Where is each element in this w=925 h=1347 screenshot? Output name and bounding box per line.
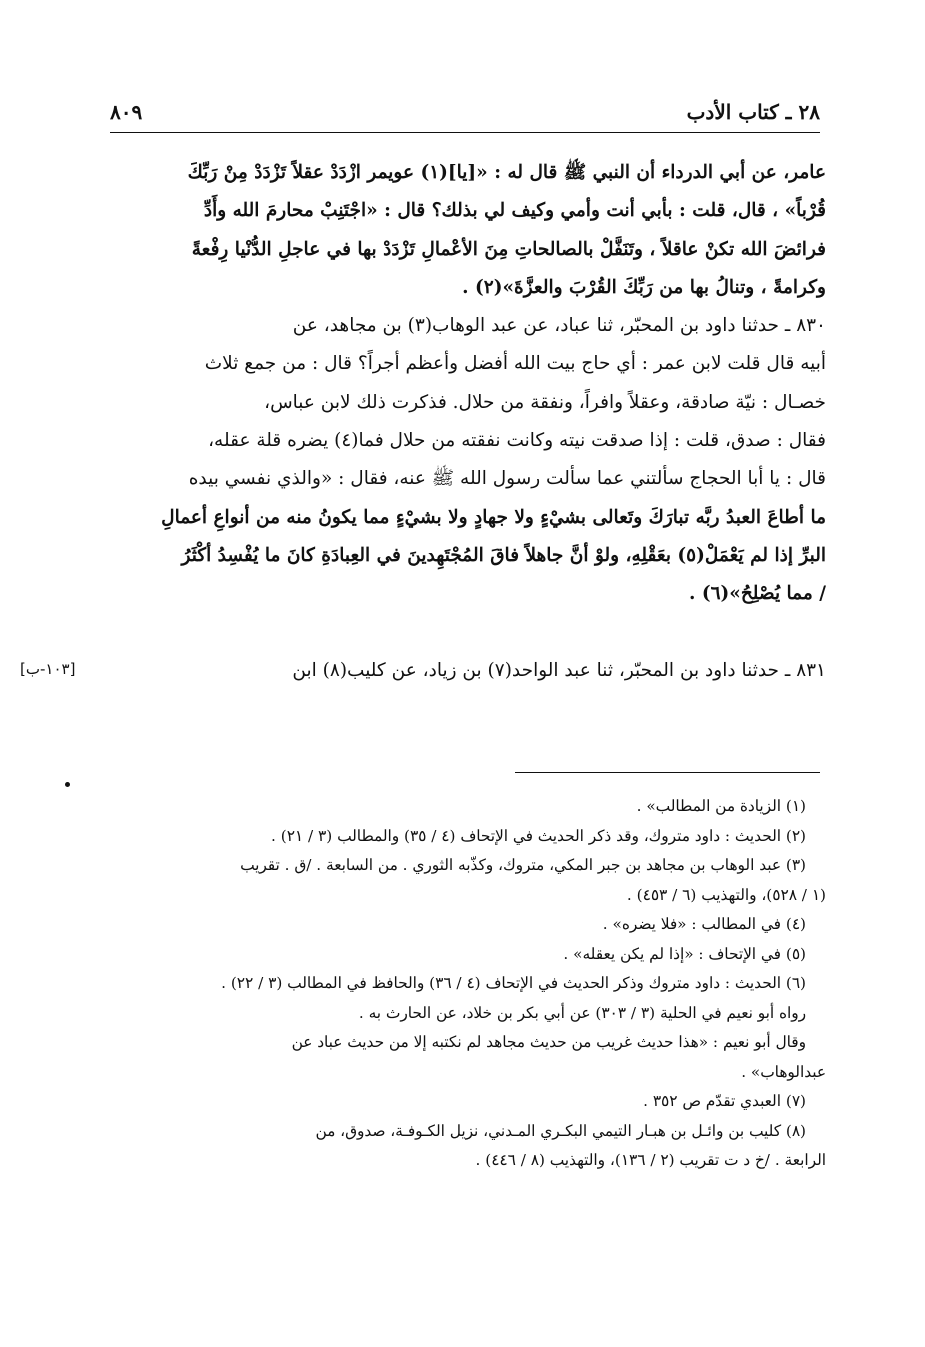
footnote-continuation: (١ / ٥٢٨)، والتهذيب (٦ / ٤٥٣) . <box>626 885 826 904</box>
footnote-continuation: الرابعة . /خ د ت تقريب (٢ / ١٣٦)، والتهذيب (٨ / ٤٤٦) . <box>475 1151 826 1169</box>
text-line: فرائضَ الله تكنْ عاقلاً ، وتَنَفَّلْ بالصالحاتِ مِنَ الأعْمالِ تَزْدَدْ بها في عاجلِ الدُّنْيا رِفْعةً <box>191 238 826 260</box>
main-text <box>108 154 826 690</box>
text-line: عامر، عن أبي الدرداء أن النبي ﷺ قال له : «[يا](١) عويمر ازْدَدْ عقلاً تَزْدَدْ مِنْ رَبِّكَ <box>187 162 826 183</box>
footnote: (١) الزيادة من المطالب» . <box>636 797 806 815</box>
text-line: قال : يا أبا الحجاج سألتني عما سألت رسول الله ﷺ عنه، فقال : «والذي نفسي بيده <box>188 468 826 490</box>
text-line: / مما يُصْلِحُ»(٦) . <box>688 583 826 605</box>
footnotes <box>108 792 826 1176</box>
chapter-title: ٢٨ ـ كتاب الأدب <box>686 100 820 124</box>
blank-line <box>108 614 826 652</box>
footnote: (٢) الحديث : داود متروك، وقد ذكر الحديث في الإتحاف (٤ / ٣٥) والمطالب (٣ / ٢١) . <box>271 826 806 845</box>
footnote: (٧) العبدي تقدّم ص ٣٥٢ . <box>643 1092 806 1110</box>
footnote-continuation: عبدالوهاب» . <box>741 1062 826 1081</box>
hadith-830-start: ٨٣٠ ـ حدثنا داود بن المحبّر، ثنا عباد، عن عبد الوهاب(٣) بن مجاهد، عن <box>292 315 826 337</box>
ink-dot <box>65 782 70 787</box>
footnote-continuation: وقال أبو نعيم : «هذا حديث غريب من حديث مجاهد لم نكتبه إلا من حديث عباد عن <box>291 1033 806 1051</box>
text-line: أبيه قال قلت لابن عمر : أي حاج بيت الله أفضل وأعظم أجراً؟ قال : من جمع ثلاث <box>204 353 826 375</box>
text-line: البرِّ إذا لم يَعْمَلْ(٥) بعَقْلِهِ، ولوْ أنَّ جاهلاً فاقَ المُجْتَهِدينَ في العِبادَةِ كانَ ما يُفْسِدُ أكْثَرُ <box>181 544 826 566</box>
page-header <box>110 98 820 133</box>
footnote: (٨) كليب بن وائـل بن هبـار التيمي البكـري المـدني، نزيل الكـوفـة، صدوق، من <box>315 1121 806 1140</box>
text-line: وكرامةً ، وتنالُ بها من رَبِّكَ القُرْبَ والعزَّةَ»(٢) . <box>462 276 826 298</box>
footnote: (٣) عبد الوهاب بن مجاهد بن جبر المكي، متروك، وكذّبه الثوري . من السابعة . /ق . تقريب <box>240 856 806 874</box>
footnote: (٥) في الإتحاف : «إذا لم يكن يعقله» . <box>563 944 806 963</box>
footnote-divider <box>515 772 820 773</box>
text-line: فقال : صدق، قلت : إذا صدقت نيته وكانت نفقته من حلال فما(٤) يضره قلة عقله، <box>208 430 826 452</box>
footnote: (٦) الحديث : داود متروك وذكر الحديث في الإتحاف (٤ / ٣٦) والحافظ في المطالب (٣ / ٢٢) . <box>221 974 806 992</box>
footnote-continuation: رواه أبو نعيم في الحلية (٣ / ٣٠٣) عن أبي بكر بن خلاد، عن الحارث به . <box>358 1003 806 1022</box>
manuscript-folio-note: [١٠٣-ب] <box>20 660 76 678</box>
footnote: (٤) في المطالب : «فلا يضره» . <box>602 915 806 933</box>
text-line: خصـال : نيّة صادقة، وعقلاً وافراً، ونفقة من حلال. فذكرت ذلك لابن عباس، <box>264 391 826 413</box>
hadith-831-start: ٨٣١ ـ حدثنا داود بن المحبّر، ثنا عبد الواحد(٧) بن زياد، عن كليب(٨) ابن <box>292 659 826 681</box>
page-number: ٨٠٩ <box>110 100 143 124</box>
text-line: قُرْباً» ، قال، قلت : بأبي أنت وأمي وكيف لي بذلك؟ قال : «اجْتَنِبْ محارمَ الله وأَدِّ <box>203 200 826 222</box>
text-line: ما أطاعَ العبدُ ربَّه تبارَكَ وتَعالى بشيْءٍ ولا جهادٍ ولا بشيْءٍ مما يكونُ منه من أنواعِ أعمالِ <box>161 506 826 528</box>
